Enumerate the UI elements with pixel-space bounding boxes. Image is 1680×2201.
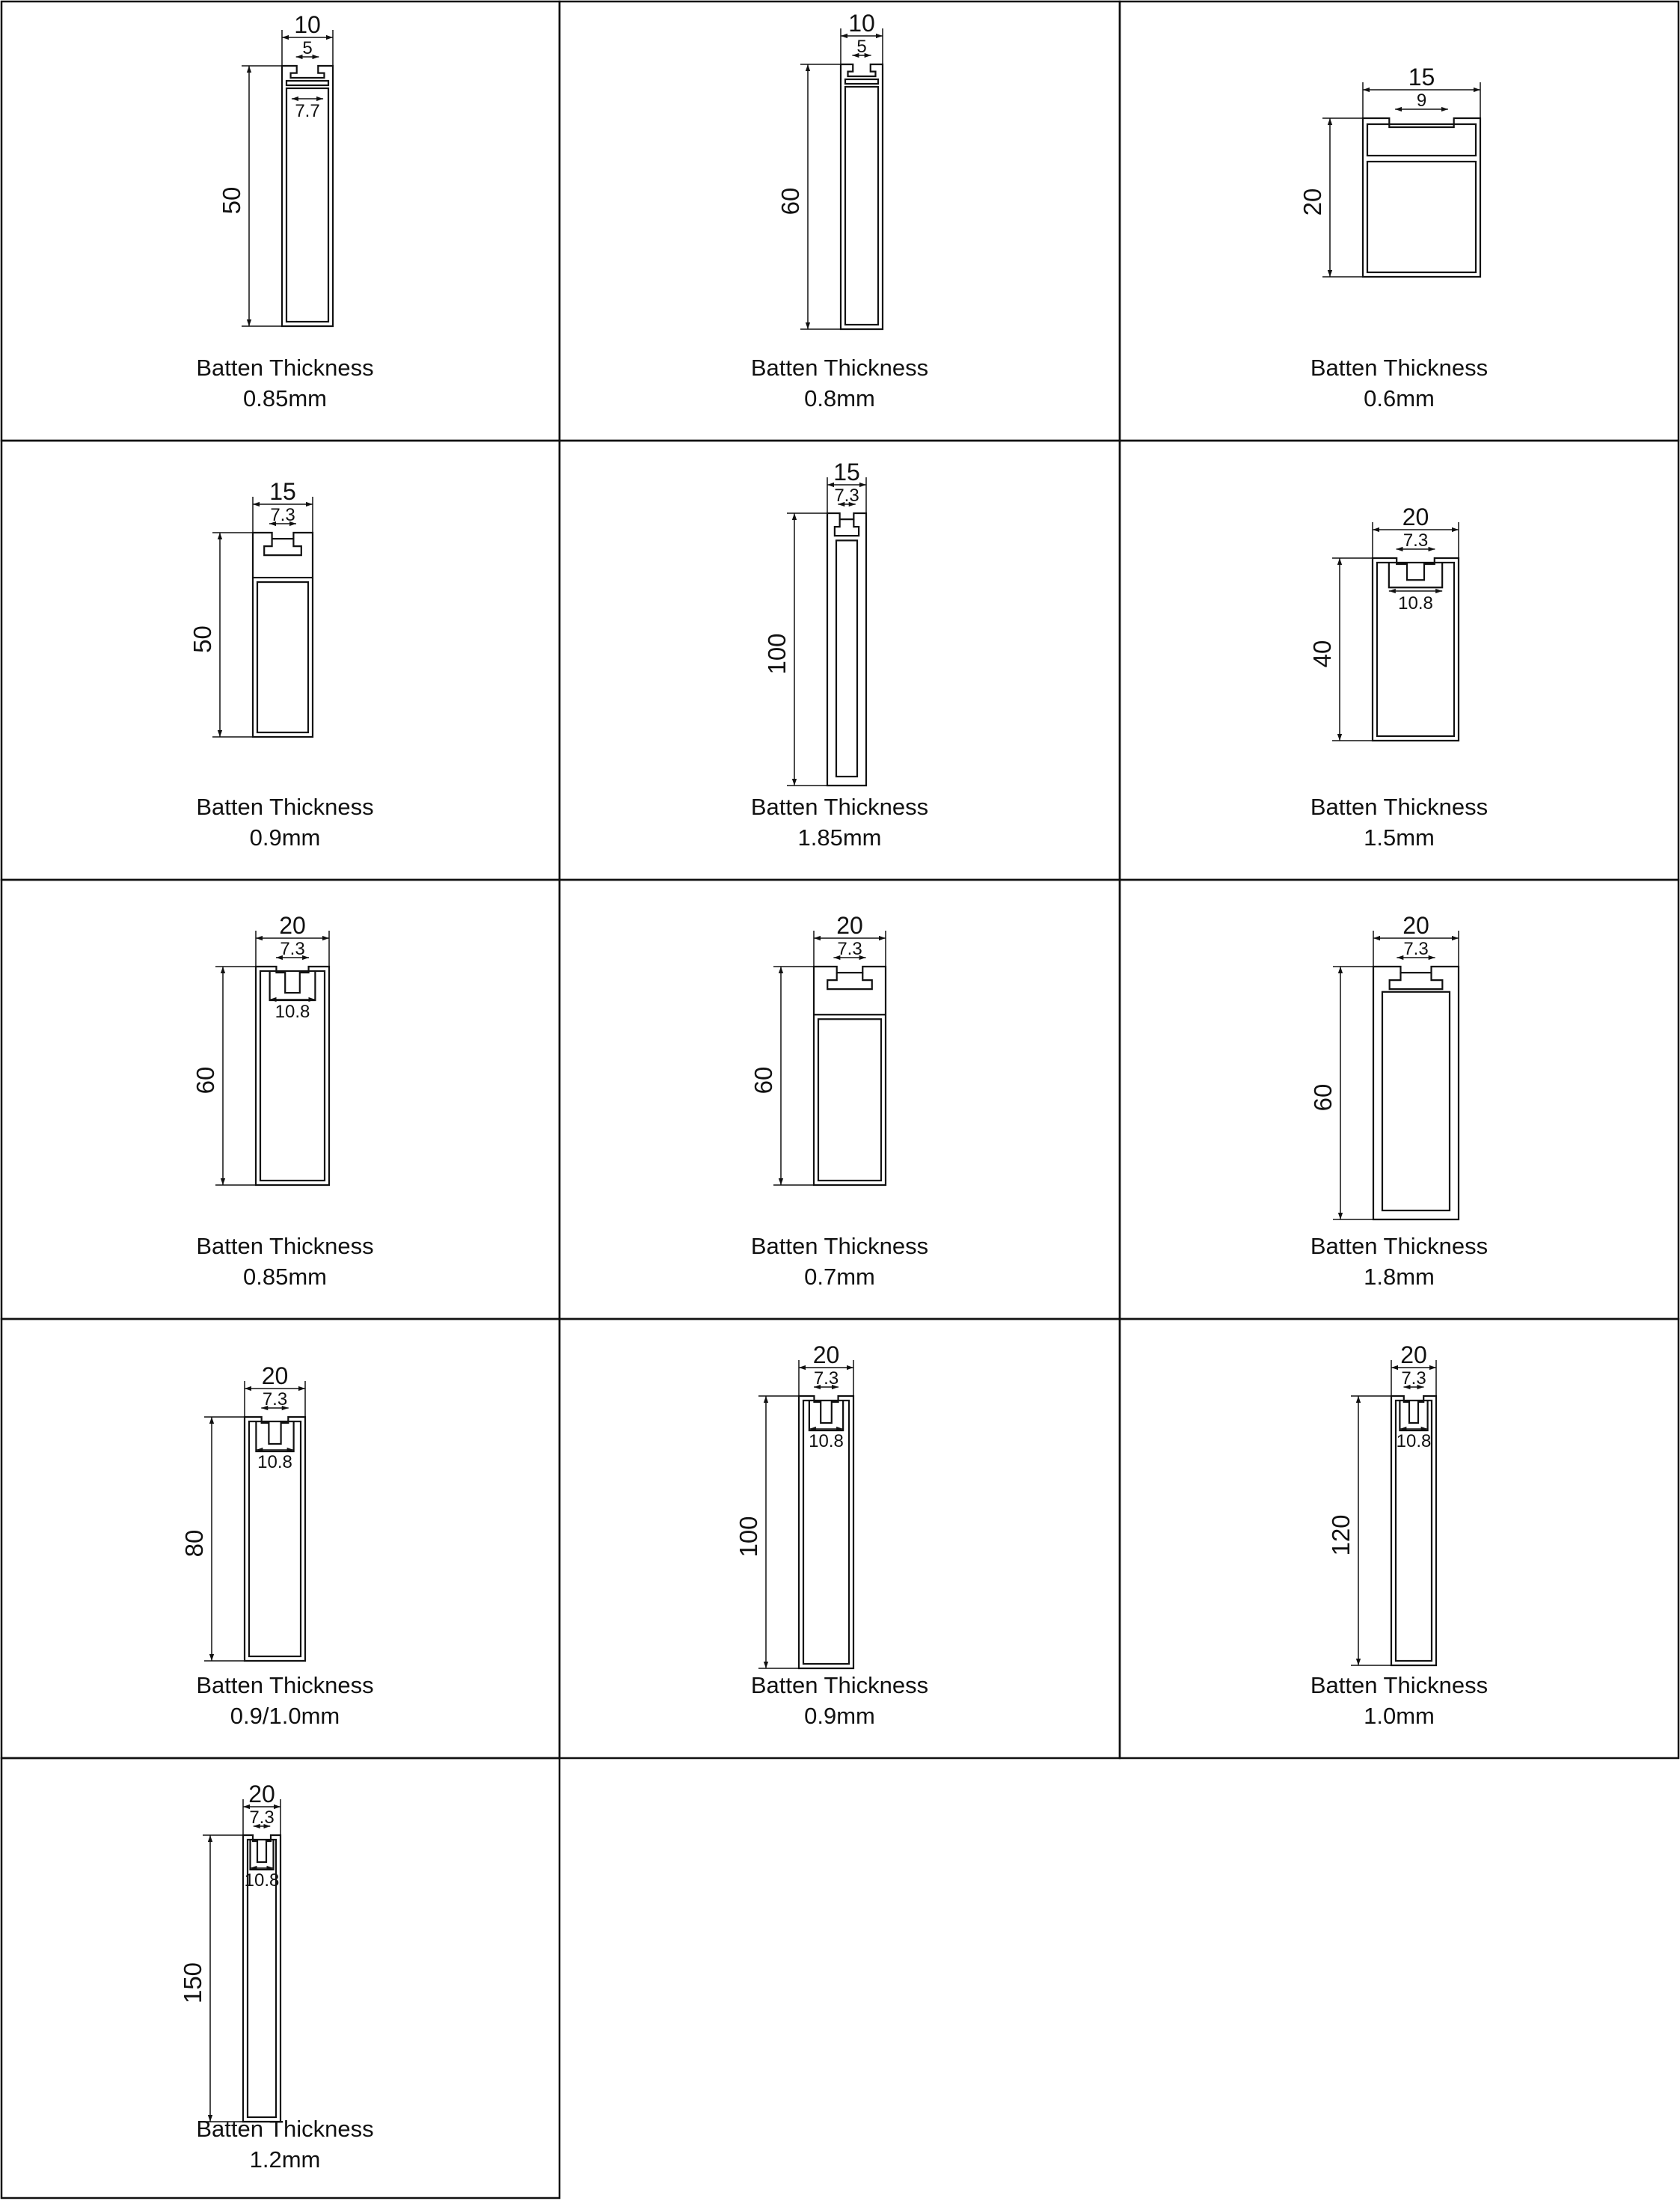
width-dimension-label: 20 [248,1781,275,1807]
profile-outline [1363,118,1480,277]
channel-cavity [256,1421,293,1451]
profile-cell-7 [191,912,374,1290]
caption-title: Batten Thickness [196,2116,374,2142]
caption-title: Batten Thickness [750,1233,929,1259]
channel-cavity [1400,1401,1427,1430]
hollow-chamber [836,540,857,777]
caption-title: Batten Thickness [750,1672,929,1698]
slot-opening-label: 7.3 [1402,530,1429,551]
slot-opening-label: 5 [856,37,867,57]
height-dimension-label: 60 [191,1066,219,1095]
slot-opening-label: 7.3 [1403,939,1429,959]
slot-inner-label: 10.8 [275,1002,310,1022]
slot-inner-label: 10.8 [244,1870,280,1891]
caption-thickness: 0.85mm [243,385,327,411]
caption-thickness: 1.2mm [249,2146,321,2173]
caption-title: Batten Thickness [196,794,374,820]
hollow-chamber [818,1019,881,1181]
profile-cell-3 [1299,64,1488,411]
slot-opening-label: 7.3 [262,1389,288,1409]
hollow-chamber [845,79,878,84]
profile-cell-12 [1310,1341,1488,1729]
caption-title: Batten Thickness [1310,794,1489,820]
caption-thickness: 0.85mm [243,1264,327,1290]
caption-title: Batten Thickness [1310,1233,1489,1259]
profile-outline [827,513,866,786]
height-dimension-label: 50 [218,186,245,215]
height-dimension-label: 150 [179,1962,206,2004]
caption-title: Batten Thickness [750,794,929,820]
profile-cell-9 [1309,912,1488,1290]
height-dimension-label: 60 [749,1066,777,1095]
hollow-chamber [286,81,328,85]
profile-cell-4 [188,478,374,851]
profile-outline [1373,967,1459,1219]
slot-opening-label: 7.3 [270,505,295,525]
caption-thickness: 0.9mm [804,1703,875,1729]
caption-thickness: 0.6mm [1364,385,1435,411]
height-dimension-label: 50 [188,625,216,653]
t-slot [827,973,872,989]
hollow-chamber [1367,162,1476,272]
width-dimension-label: 20 [836,912,863,939]
slot-inner-label: 7.7 [295,101,320,121]
width-dimension-label: 10 [294,11,321,38]
caption-title: Batten Thickness [750,355,929,381]
caption-thickness: 0.9/1.0mm [230,1703,340,1729]
slot-opening-label: 7.3 [834,486,859,506]
channel-cavity [251,1840,274,1870]
caption-title: Batten Thickness [196,1672,374,1698]
t-slot [264,539,301,555]
width-dimension-label: 20 [279,912,306,939]
caption-thickness: 0.7mm [804,1264,875,1290]
slot-inner-label: 10.8 [1398,593,1433,613]
profile-cell-10 [180,1362,374,1729]
hollow-chamber [257,582,308,732]
profile-cell-1 [196,11,373,411]
channel-cavity [270,971,316,1000]
slot-inner-label: 10.8 [257,1452,292,1472]
caption-thickness: 0.8mm [804,385,875,411]
width-dimension-label: 15 [1408,64,1435,91]
channel-cavity [1389,563,1442,587]
height-dimension-label: 120 [1327,1514,1355,1556]
slot-opening-label: 7.3 [1401,1368,1426,1389]
height-dimension-label: 20 [1299,188,1326,216]
profile-outline [841,64,883,329]
hollow-chamber [1377,563,1454,736]
profile-outline [1373,558,1459,741]
slot-inner-label: 10.8 [1396,1431,1432,1451]
caption-title: Batten Thickness [196,1233,374,1259]
height-dimension-label: 80 [180,1529,208,1558]
caption-title: Batten Thickness [1310,1672,1489,1698]
profile-cell-13 [179,1781,374,2173]
caption-title: Batten Thickness [196,355,374,381]
slot-opening-label: 9 [1416,91,1427,111]
width-dimension-label: 20 [1400,1341,1427,1368]
caption-thickness: 1.0mm [1364,1703,1435,1729]
caption-thickness: 0.9mm [249,824,321,851]
hollow-chamber [286,88,328,322]
width-dimension-label: 10 [848,10,875,37]
slot-inner-label: 10.8 [809,1431,844,1451]
hollow-chamber [1367,124,1476,156]
t-slot [1390,973,1443,989]
height-dimension-label: 100 [763,633,791,675]
width-dimension-label: 20 [1402,912,1429,939]
height-dimension-label: 40 [1308,640,1336,668]
slot-opening-label: 7.3 [249,1807,275,1828]
profile-cell-2 [751,10,928,411]
profile-outline [814,967,886,1185]
hollow-chamber [1382,992,1450,1210]
caption-thickness: 1.85mm [797,824,882,851]
profile-cell-6 [1308,503,1488,851]
caption-thickness: 1.5mm [1364,824,1435,851]
height-dimension-label: 60 [1309,1083,1337,1112]
width-dimension-label: 15 [269,478,296,505]
caption-thickness: 1.8mm [1364,1264,1435,1290]
slot-opening-label: 7.3 [813,1368,839,1389]
height-dimension-label: 60 [776,187,804,215]
profile-cell-8 [749,912,928,1290]
profile-outline [253,533,313,737]
slot-opening-label: 5 [302,38,313,58]
width-dimension-label: 20 [812,1341,840,1368]
slot-opening-label: 7.3 [280,939,305,959]
channel-cavity [809,1401,843,1430]
width-dimension-label: 15 [833,459,860,486]
hollow-chamber [845,87,878,325]
profile-cell-11 [735,1341,928,1729]
caption-title: Batten Thickness [1310,355,1489,381]
profile-cell-5 [751,459,928,851]
width-dimension-label: 20 [261,1362,289,1389]
slot-opening-label: 7.3 [837,939,862,959]
height-dimension-label: 100 [735,1516,762,1558]
width-dimension-label: 20 [1402,503,1429,530]
profile-cells [179,10,1488,2173]
t-slot [835,519,859,536]
